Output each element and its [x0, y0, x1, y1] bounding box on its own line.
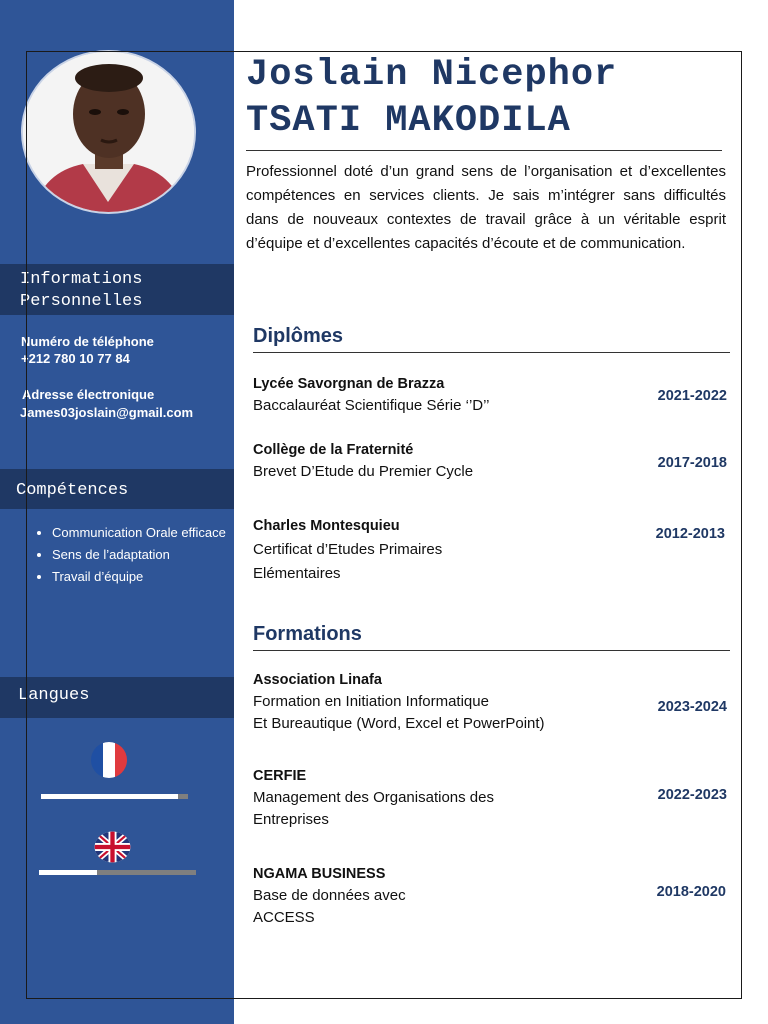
entry-institution: Collège de la Fraternité — [253, 442, 414, 458]
training-entry — [253, 765, 730, 831]
diplomas-divider — [253, 352, 730, 353]
languages-heading: Langues — [0, 677, 234, 718]
uk-flag-icon — [94, 831, 131, 863]
personal-info-heading-line2: Personnelles — [20, 292, 143, 311]
language-level-fill — [41, 794, 178, 799]
entry-year: 2018-2020 — [656, 884, 726, 900]
entry-description-line2: Et Bureautique (Word, Excel et PowerPoint) — [253, 715, 545, 732]
candidate-last-name: TSATI MAKODILA — [246, 100, 571, 142]
diploma-entry — [253, 373, 730, 417]
entry-description: Baccalauréat Scientifique Série ‘’D’’ — [253, 397, 490, 414]
entry-year: 2021-2022 — [657, 388, 727, 404]
entry-institution: NGAMA BUSINESS — [253, 866, 386, 882]
entry-description: Base de données avec — [253, 887, 406, 904]
personal-info-heading — [0, 264, 234, 315]
entry-description: Formation en Initiation Informatique — [253, 693, 489, 710]
skills-list — [30, 523, 232, 589]
trainings-heading: Formations — [253, 623, 362, 645]
entry-year: 2023-2024 — [657, 699, 727, 715]
email-value[interactable]: James03joslain@gmail.com — [20, 405, 194, 420]
entry-institution: Charles Montesquieu — [253, 518, 400, 534]
entry-year: 2022-2023 — [657, 787, 727, 803]
personal-info-heading-line1: Informations — [20, 270, 143, 289]
email-label: Adresse électronique — [22, 387, 155, 402]
entry-description: Management des Organisations des — [253, 789, 494, 806]
entry-institution: Association Linafa — [253, 672, 382, 688]
phone-value[interactable]: +212 780 10 77 84 — [21, 351, 130, 366]
entry-description: Brevet D’Etude du Premier Cycle — [253, 463, 474, 480]
profile-summary: Professionnel doté d’un grand sens de l’organisation et d’excellentes compétences en services clients. Je sais m’intégrer sans difficultés dans de nouveaux contextes de travail grâce à un véritable esprit d’équipe et d’excellentes capacités d’écoute et de communication. — [246, 163, 726, 252]
language-level-bar-french — [41, 794, 188, 799]
name-divider — [246, 150, 722, 151]
profile-photo-avatar — [21, 50, 196, 214]
diploma-entry — [253, 439, 730, 483]
entry-institution: CERFIE — [253, 768, 307, 784]
training-entry — [253, 863, 730, 929]
entry-description-line2: Elémentaires — [253, 565, 341, 582]
person-portrait-icon — [23, 52, 194, 212]
trainings-divider — [253, 650, 730, 651]
skill-item: • Communication Orale efficace — [52, 523, 232, 543]
skill-item: • Sens de l’adaptation — [52, 545, 232, 565]
france-flag-icon — [91, 742, 127, 778]
entry-year: 2012-2013 — [655, 526, 725, 542]
diplomas-heading: Diplômes — [253, 325, 344, 347]
entry-description-line2: ACCESS — [253, 909, 315, 926]
skills-heading: Compétences — [0, 469, 234, 509]
entry-description: Certificat d’Etudes Primaires — [253, 541, 443, 558]
diploma-entry — [253, 514, 730, 586]
entry-description-line2: Entreprises — [253, 811, 329, 828]
entry-institution: Lycée Savorgnan de Brazza — [253, 376, 445, 392]
phone-label: Numéro de téléphone — [21, 334, 154, 349]
skill-item: • Travail d’équipe — [52, 567, 232, 587]
language-level-bar-english — [39, 870, 196, 875]
sidebar — [0, 0, 234, 1024]
language-level-fill — [39, 870, 97, 875]
training-entry — [253, 669, 730, 735]
entry-year: 2017-2018 — [657, 455, 727, 471]
candidate-name — [246, 52, 736, 144]
candidate-first-name: Joslain Nicephor — [246, 54, 618, 96]
